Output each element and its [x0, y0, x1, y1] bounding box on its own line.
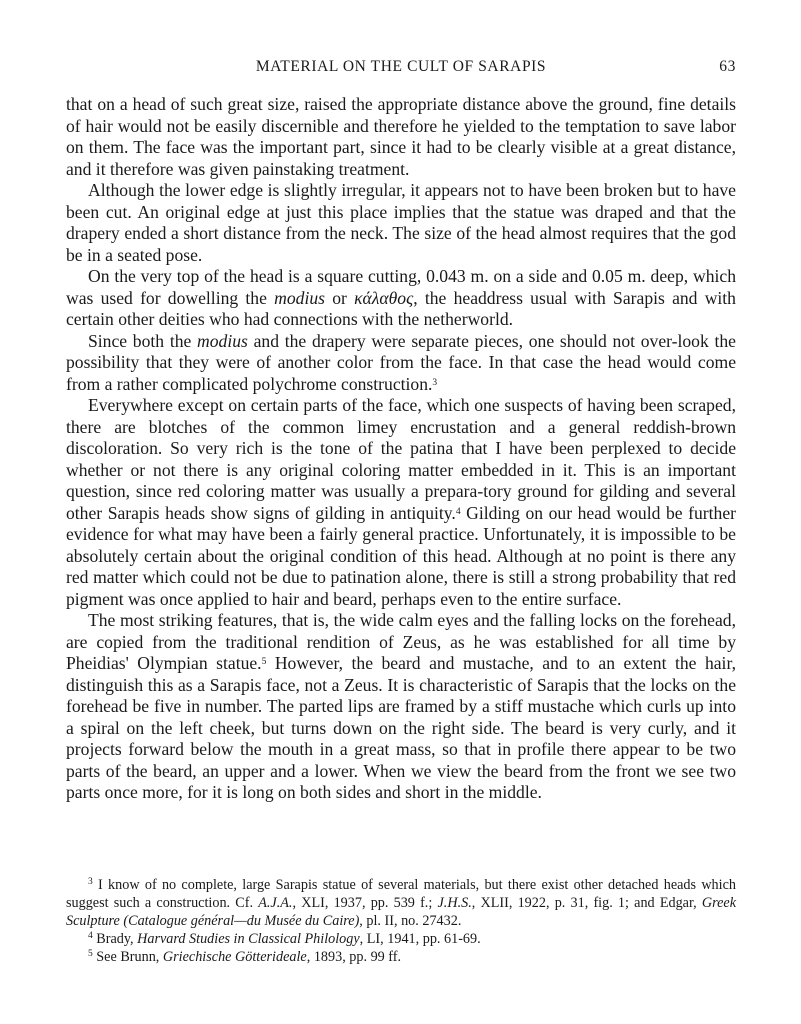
body-text — [66, 94, 736, 804]
greek-term-kalathos: κάλαθος — [354, 287, 414, 308]
paragraph-3-text-b: or — [332, 287, 347, 308]
journal-aja: A.J.A. — [258, 895, 293, 911]
paragraph-4-text-b: and the drapery were separate pieces, one should not over-look the possibility that they were of another color from the face. In that case the head would come from a rather complicated polychrome construction. — [66, 330, 736, 394]
paragraph-6 — [66, 610, 736, 804]
paragraph-4-text-a: Since both the — [88, 330, 192, 351]
book-title-greek-sculpture: Greek Sculpture (Catalogue général—du Musée du Caire) — [66, 895, 736, 929]
footnote-4-number: 4 — [88, 931, 93, 941]
running-title: MATERIAL ON THE CULT OF SARAPIS — [255, 58, 547, 75]
paragraph-6-text-a: The most striking features, that is, the wide calm eyes and the falling locks on the forehead, are copied from the traditional rendition of Zeus, as he was established for all time by Pheidias' Olympian statue. — [66, 610, 736, 673]
footnote-5 — [66, 948, 736, 966]
paragraph-3 — [66, 266, 736, 331]
footnote-4 — [66, 930, 736, 948]
footnotes — [66, 876, 736, 966]
paragraph-6-text-b: However, the beard and mustache, and to an extent the hair, distinguish this as a Sarapis face, not a Zeus. It is characteristic of Sarapis that the locks on the forehead be five in number. The parted lips are framed by a stiff mustache which curls up into a spiral on the left cheek, but turns down on the right side. The beard is very curly, and it projects forward below the mouth in a great mass, so that in profile there appear to be two parts of the beard, an upper and a lower. When we view the beard from the front we see two parts once more, for it is long on both sides and short in the middle. — [66, 653, 737, 802]
paragraph-3-text-a: On the very top of the head is a square cutting, 0.043 m. on a side and 0.05 m. deep, which was used for dowelling the — [66, 266, 736, 308]
journal-jhs: J.H.S. — [437, 895, 472, 911]
paragraph-4 — [66, 331, 736, 396]
footnote-4-text-a: Brady, — [92, 931, 138, 947]
footnote-3-text-b: , XLI, 1937, pp. 539 f.; — [292, 895, 438, 911]
paragraph-3-text-c: , the headdress usual with Sarapis and with certain other deities who had connections with the netherworld. — [66, 287, 736, 329]
paragraph-2: Although the lower edge is slightly irregular, it appears not to have been broken but to have been cut. An original edge at just this place implies that the statue was draped and that the drapery ended a short distance from the neck. The size of the head almost requires that the god be in a seated pose. — [66, 180, 736, 265]
footnote-3-text-d: , pl. II, no. 27432. — [359, 913, 462, 929]
footnote-ref-4: 4 — [455, 506, 461, 517]
footnote-ref-3: 3 — [432, 377, 438, 388]
footnote-3 — [66, 876, 736, 930]
footnote-4-text-b: , LI, 1941, pp. 61-69. — [359, 931, 481, 947]
page-number: 63 — [719, 58, 736, 75]
footnote-3-text-a: I know of no complete, large Sarapis statue of several materials, but there exist other detached heads which suggest such a construction. Cf. — [66, 877, 736, 911]
footnote-3-text-c: , XLII, 1922, p. 31, fig. 1; and Edgar, — [471, 895, 702, 911]
book-title-gotterideale: Griechische Götterideale — [162, 949, 307, 965]
footnote-3-number: 3 — [88, 877, 93, 887]
footnote-5-text-b: , 1893, pp. 99 ff. — [306, 949, 402, 965]
term-modius-2: modius — [197, 330, 248, 351]
paragraph-1: that on a head of such great size, raised the appropriate distance above the ground, fine details of hair would not be easily discernible and therefore he yielded to the temptation to save labor on them. The face was the important part, since it had to be clearly visible at a great distance, and it therefore was given painstaking treatment. — [66, 94, 736, 179]
footnote-5-text-a: See Brunn, — [92, 949, 163, 965]
paragraph-5-text-b: Gilding on our head would be further evidence for what may have been a fairly general practice. Unfortunately, it is impossible to be absolutely certain about the original condition of this head. Although at no point is there any red matter which could not be due to patination alone, there is still a strong probability that red pigment was once applied to hair and beard, perhaps even to the entire surface. — [66, 502, 736, 609]
term-modius: modius — [274, 287, 325, 308]
footnote-ref-5: 5 — [261, 657, 267, 667]
footnote-5-number: 5 — [88, 949, 93, 959]
journal-harvard-studies: Harvard Studies in Classical Philology — [137, 931, 360, 947]
paragraph-5-text-a: Everywhere except on certain parts of the face, which one suspects of having been scraped, there are blotches of the common limey encrustation and a general reddish-brown discoloration. So very rich is the tone of the patina that I have been perplexed to decide whether or not there is any original coloring matter embedded in it. This is an important question, since red coloring matter was usually a prepara-tory ground for gilding and several other Sarapis heads show signs of gilding in antiquity. — [66, 395, 736, 523]
paragraph-5 — [66, 395, 736, 610]
